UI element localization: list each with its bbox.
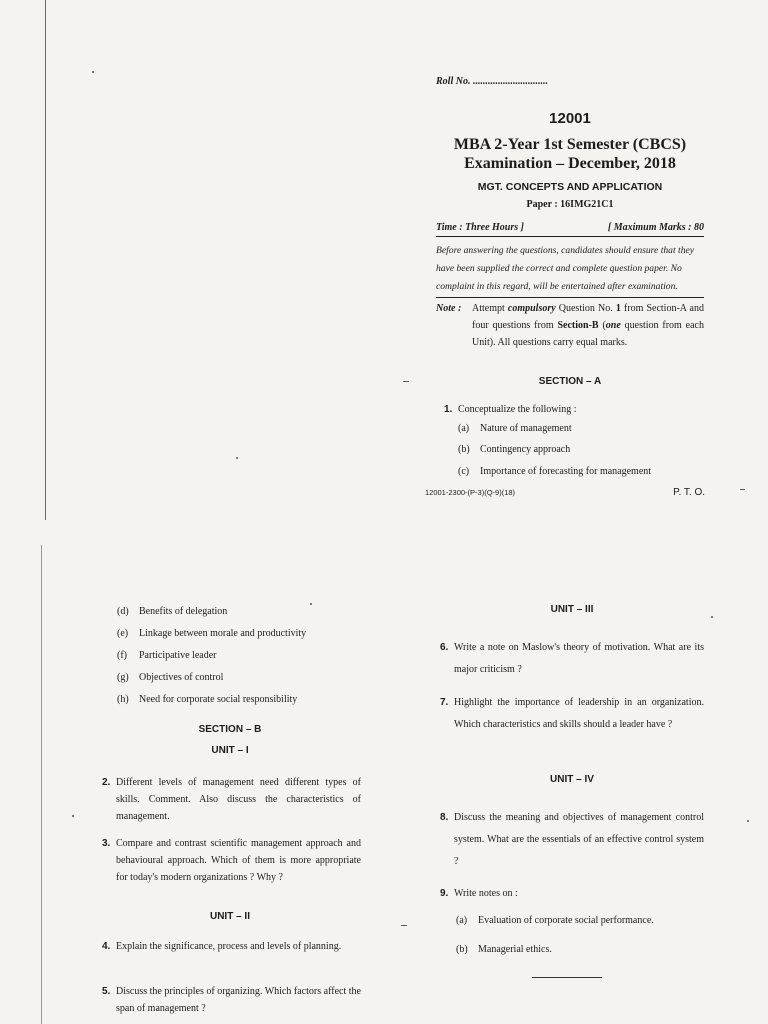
note-text: Attempt compulsory Question No. 1 from Section-A and four questions from Section-B (one question from each Unit). All questions carry equal marks. bbox=[472, 303, 704, 348]
question-number: 1. bbox=[444, 404, 453, 415]
note-label: Note : bbox=[436, 303, 462, 314]
course-title-line1: MBA 2-Year 1st Semester (CBCS) bbox=[453, 136, 687, 153]
question-6: 6. Write a note on Maslow's theory of motivation. What are its major criticism ? bbox=[440, 642, 704, 675]
question-7: 7. Highlight the importance of leadership in an organization. Which characteristics and skills should a leader have ? bbox=[440, 697, 704, 730]
unit-2-heading: UNIT – II bbox=[209, 911, 250, 922]
unit-4-heading: UNIT – IV bbox=[550, 774, 594, 785]
course-title bbox=[436, 135, 704, 173]
q9-item-b: (b) Managerial ethics. bbox=[456, 944, 552, 955]
scan-speck bbox=[740, 489, 745, 490]
question-3: 3. Compare and contrast scientific management approach and behavioural approach. Which of them is more appropriate for today's modern organizations ? Why ? bbox=[102, 838, 361, 883]
time-marks-row bbox=[436, 222, 704, 237]
scan-margin-line-lower bbox=[41, 545, 42, 1024]
page-footer bbox=[425, 487, 705, 498]
question-8: 8. Discuss the meaning and objectives of management control system. What are the essentials of an effective control system ? bbox=[440, 812, 704, 867]
q1-item-d: (d) Benefits of delegation bbox=[117, 606, 228, 617]
scan-speck bbox=[401, 925, 407, 926]
question-1 bbox=[444, 401, 704, 418]
q1-item-b: (b) Contingency approach bbox=[458, 444, 571, 455]
unit-1-heading: UNIT – I bbox=[211, 745, 249, 756]
scan-speck bbox=[403, 381, 409, 382]
scan-speck bbox=[310, 603, 312, 605]
q1-item-c: (c) Importance of forecasting for management bbox=[458, 466, 652, 477]
question-5: 5. Discuss the principles of organizing. Which factors affect the span of management ? bbox=[102, 986, 361, 1014]
note-block bbox=[436, 300, 704, 351]
scan-speck bbox=[92, 71, 94, 73]
question-4: 4. Explain the significance, process and levels of planning. bbox=[102, 941, 342, 952]
q1-item-g: (g) Objectives of control bbox=[117, 672, 224, 683]
q9-item-a: (a) Evaluation of corporate social performance. bbox=[456, 915, 654, 926]
q1-item-f: (f) Participative leader bbox=[117, 650, 217, 661]
paper-code: 12001 bbox=[549, 110, 591, 127]
scan-speck bbox=[711, 616, 713, 618]
please-turn-over: P. T. O. bbox=[673, 487, 705, 498]
time-allowed: Time : Three Hours ] bbox=[436, 222, 524, 233]
question-2: 2. Different levels of management need different types of skills. Comment. Also discuss the characteristics of management. bbox=[102, 777, 361, 822]
scan-speck bbox=[236, 457, 238, 459]
subject-title: MGT. CONCEPTS AND APPLICATION bbox=[477, 181, 663, 193]
q1-item-a: (a) Nature of management bbox=[458, 423, 572, 434]
section-a-heading: SECTION – A bbox=[538, 376, 602, 387]
question-9: 9. Write notes on : bbox=[440, 888, 518, 899]
end-of-paper-rule bbox=[532, 977, 602, 978]
maximum-marks: [ Maximum Marks : 80 bbox=[607, 222, 704, 233]
section-b-heading: SECTION – B bbox=[198, 724, 262, 735]
scan-speck bbox=[72, 815, 74, 817]
scan-margin-line bbox=[45, 0, 46, 520]
candidate-instruction: Before answering the questions, candidates should ensure that they have been supplied the correct and complete question paper. No complaint in this regard, will be entertained after examination. bbox=[436, 242, 704, 298]
scan-speck bbox=[747, 820, 749, 822]
footer-code: 12001-2300-(P-3)(Q-9)(18) bbox=[425, 488, 516, 497]
unit-3-heading: UNIT – III bbox=[550, 604, 594, 615]
course-title-line2: Examination – December, 2018 bbox=[464, 155, 676, 172]
paper-number: Paper : 16IMG21C1 bbox=[526, 199, 614, 210]
question-text: Conceptualize the following : bbox=[458, 404, 577, 415]
roll-number-line: Roll No. .............................. bbox=[436, 76, 548, 87]
q1-item-e: (e) Linkage between morale and productivity bbox=[117, 628, 307, 639]
q1-item-h: (h) Need for corporate social responsibility bbox=[117, 694, 298, 705]
